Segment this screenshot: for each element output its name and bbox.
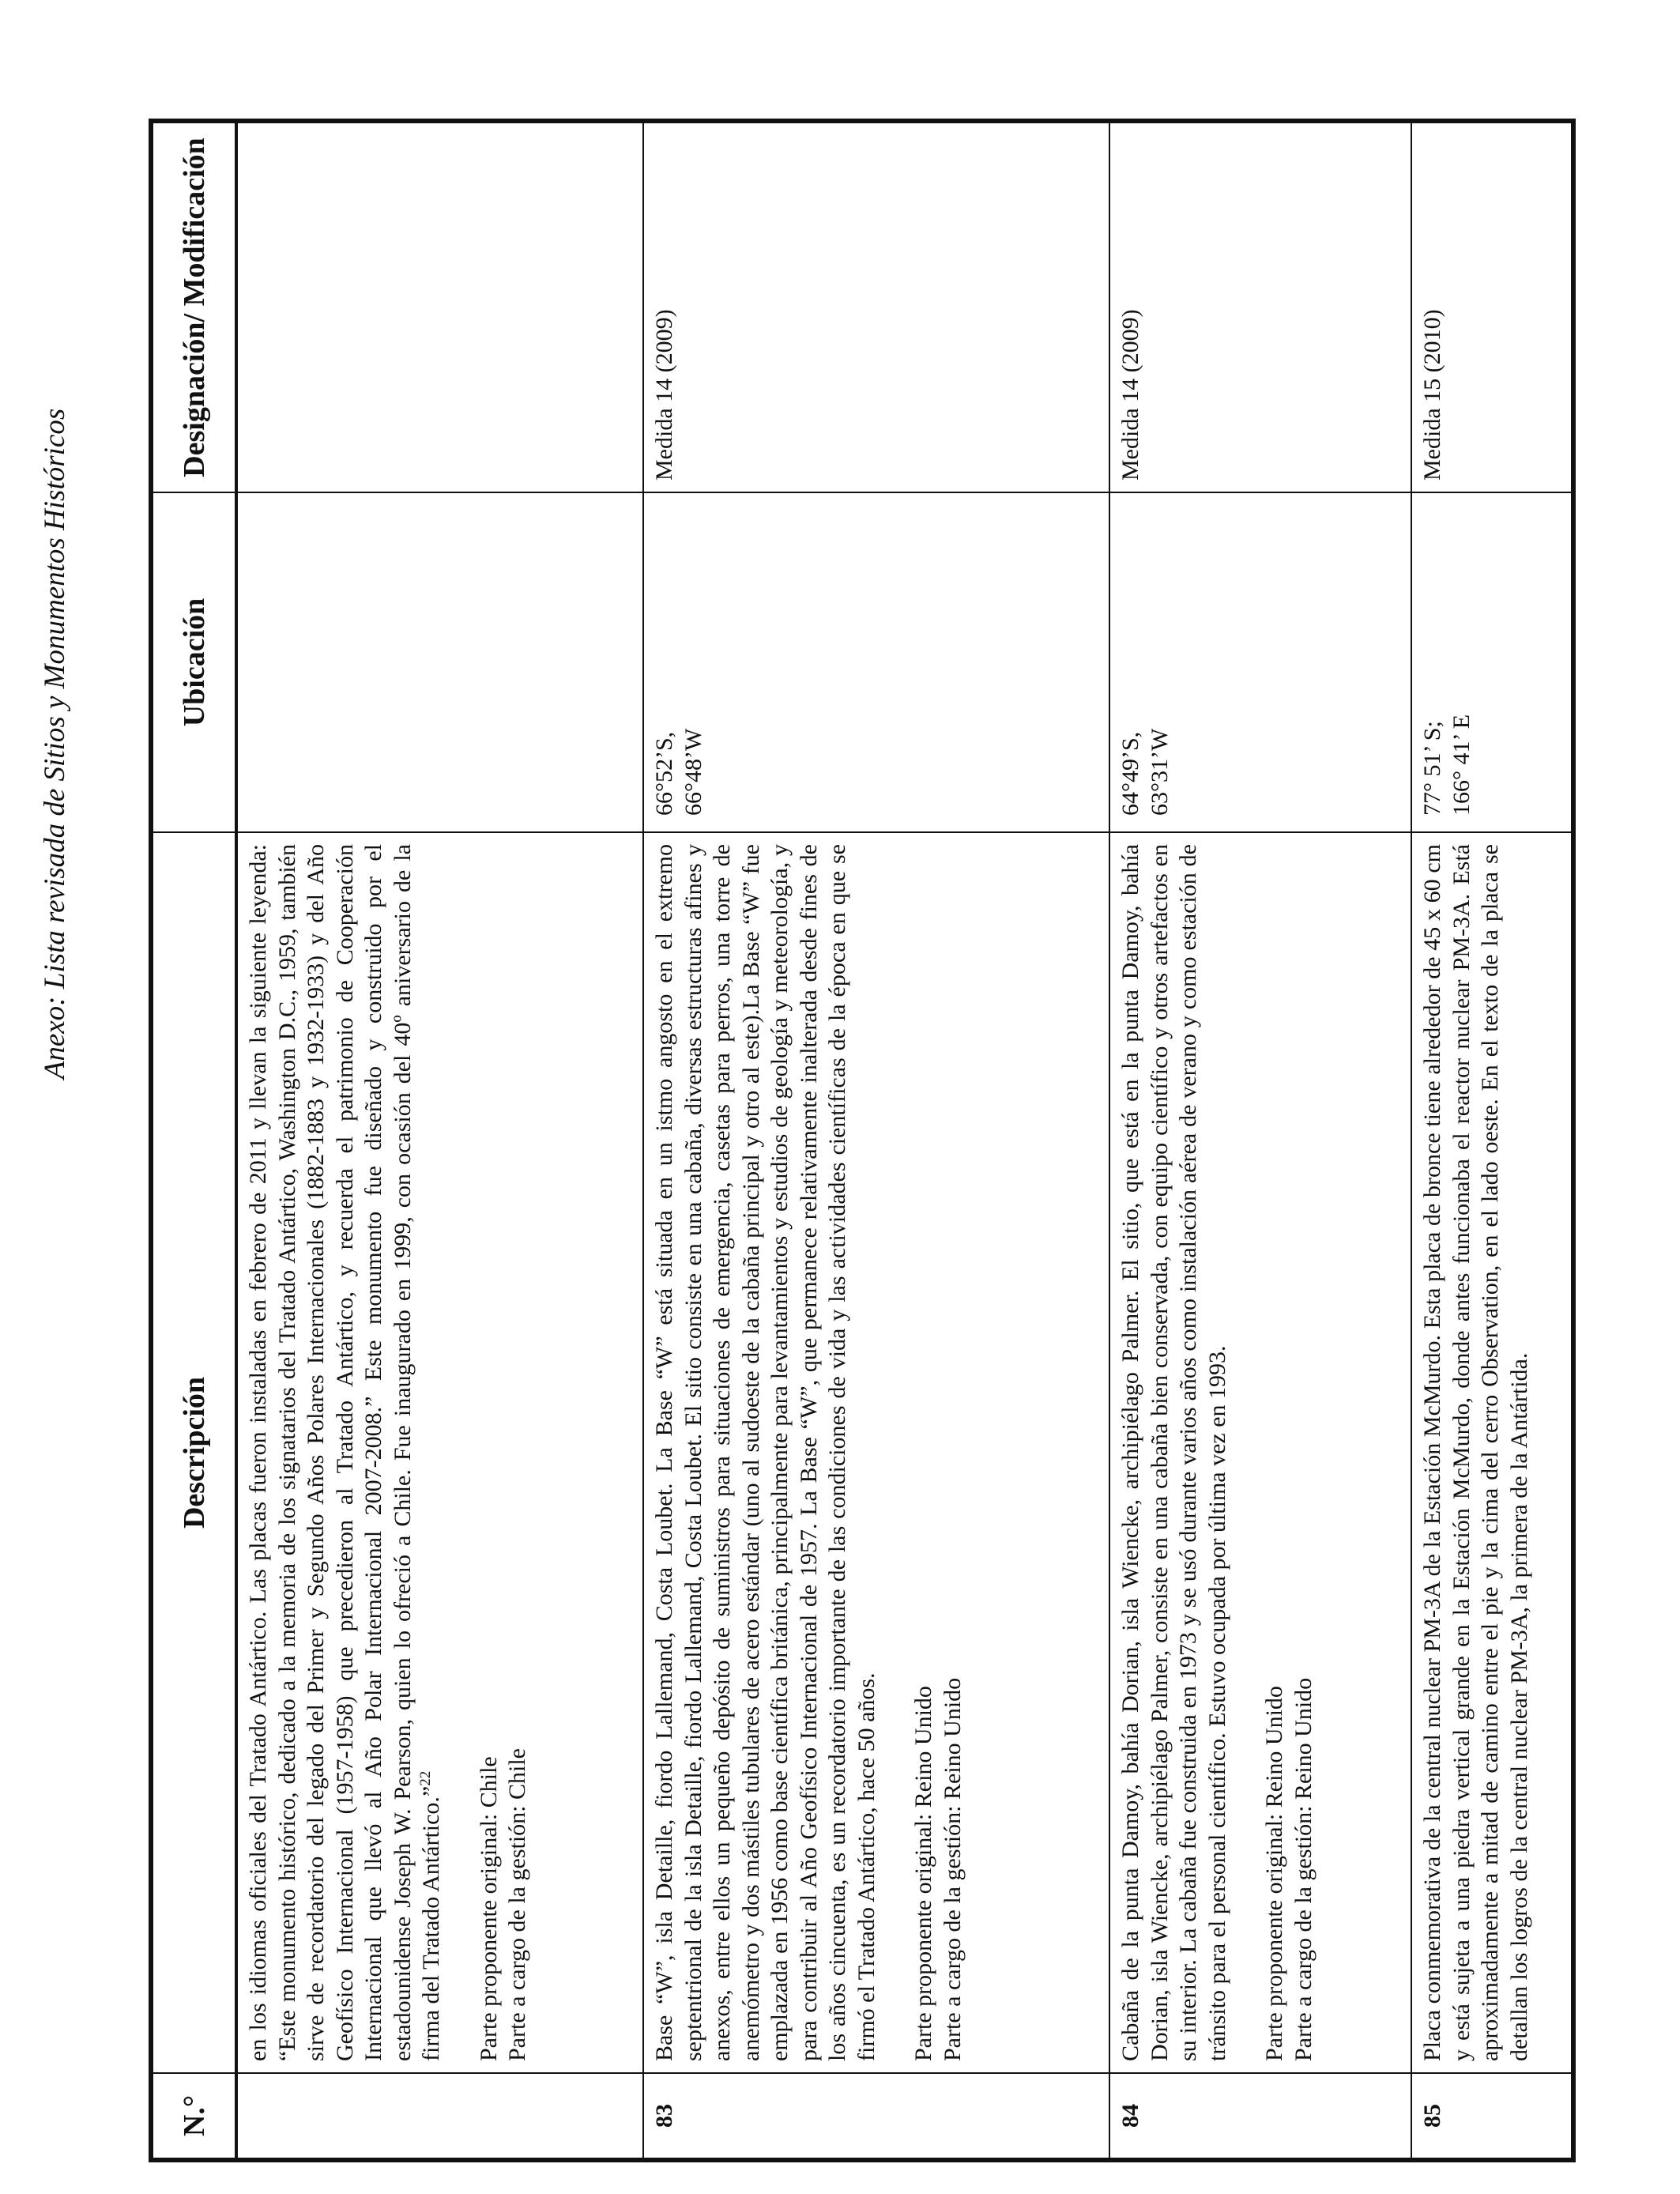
row-number: 84	[1109, 2073, 1411, 2160]
running-header: Anexo: Lista revisada de Sitios y Monumentos Históricos	[39, 408, 71, 1080]
managing-party: Parte a cargo de la gestión: Reino Unido	[1290, 1677, 1317, 2061]
row-designation: Medida 14 (2009)	[1109, 121, 1411, 492]
row-designation: Medida 15 (2010)	[1411, 121, 1573, 492]
description-text: Base “W”, isla Detaille, fiordo Lallemand, Costa Loubet. La Base “W” está situada en un istmo angosto en el extremo septentrional de la isla Detaille, fiordo Lallemand, Costa Loubet. El sitio consiste en una cabaña, diversas estructuras afines y anexos, entre ellos un pequeño depósito de suministros para situaciones de emergencia, casetas para perros, una torre de anemómetro y dos mástiles tubulares de acero estándar (uno al sudoeste de la cabaña principal y otro al este).La Base “W” fue emplazada en 1956 como base científica británica, principalmente para levantamientos y estudios de geología y meteorología, y para contribuir al Año Geofísico Internacional de 1957. La Base “W”, que permanece relativamente inalterada desde fines de los años cincuenta, es un recordatorio importante de las condiciones de vida y las actividades científicas de la época en que se firmó el Tratado Antártico, hace 50 años.	[651, 844, 880, 2061]
description-text: Placa conmemorativa de la central nuclear PM-3A de la Estación McMurdo. Esta placa de bronce tiene alrededor de 45 x 60 cm y está sujeta a una piedra vertical grande en la Estación McMurdo, donde antes funcionaba el reactor nuclear PM-3A. Está aproximadamente a mitad de camino entre el pie y la cima del cerro Observation, en el lado oeste. En el texto de la placa se detallan los logros de la central nuclear PM-3A, la primera de la Antártida.	[1419, 844, 1532, 2061]
latitude: 66°52’S,	[651, 731, 677, 816]
row-description	[1109, 832, 1411, 2073]
longitude: 63°31’W	[1146, 728, 1173, 816]
col-header-designation: Designación/ Modificación	[151, 121, 236, 492]
row-number: 85	[1411, 2073, 1573, 2160]
table-row	[236, 121, 643, 2160]
col-header-description: Descripción	[151, 832, 236, 2073]
table-row	[1109, 121, 1411, 2160]
header-row	[151, 121, 236, 2160]
row-location	[643, 492, 1109, 832]
row-designation: Medida 14 (2009)	[643, 121, 1109, 492]
row-description	[1411, 832, 1573, 2073]
latitude: 77° 51’ S;	[1419, 721, 1445, 816]
row-location	[1109, 492, 1411, 832]
col-header-location: Ubicación	[151, 492, 236, 832]
description-text: en los idiomas oficiales del Tratado Antártico. Las placas fueron instaladas en febrero de 2011 y llevan la siguiente leyenda: “Este monumento histórico, dedicado a la memoria de los signatarios del Tratado Antártico, Washington D.C., 1959, también sirve de recordatorio del legado del Primer y Segundo Años Polares Internacionales (1882-1883 y 1932-1933) y del Año Geofísico Internacional (1957-1958) que precedieron al Tratado Antártico, y recuerda el patrimonio de Cooperación Internacional que llevó al Año Polar Internacional 2007-2008.” Este monumento fue diseñado y construido por el estadounidense Joseph W. Pearson, quien lo ofreció a Chile. Fue inaugurado en 1999, con ocasión del 40º aniversario de la firma del Tratado Antártico.”	[245, 844, 444, 2061]
row-description	[236, 832, 643, 2073]
managing-party: Parte a cargo de la gestión: Chile	[504, 1748, 530, 2061]
row-designation	[236, 121, 643, 492]
footnote-ref: 22	[417, 1770, 434, 1786]
longitude: 66°48’W	[680, 728, 706, 816]
table-row	[643, 121, 1109, 2160]
original-proposer: Parte proponente original: Reino Unido	[910, 1686, 936, 2061]
original-proposer: Parte proponente original: Chile	[475, 1756, 502, 2061]
historic-sites-table	[149, 119, 1576, 2162]
original-proposer: Parte proponente original: Reino Unido	[1261, 1686, 1287, 2061]
row-description	[643, 832, 1109, 2073]
row-number: 83	[643, 2073, 1109, 2160]
row-location	[236, 492, 643, 832]
row-location	[1411, 492, 1573, 832]
table-row	[1411, 121, 1573, 2160]
description-text: Cabaña de la punta Damoy, bahía Dorian, isla Wiencke, archipiélago Palmer. El sitio, que está en la punta Damoy, bahía Dorian, isla Wiencke, archipiélago Palmer, consiste en una cabaña bien conservada, con equipo científico y otros artefactos en su interior. La cabaña fue construida en 1973 y se usó durante varios años como instalación aérea de verano y como estación de tránsito para el personal científico. Estuvo ocupada por última vez en 1993.	[1117, 844, 1230, 2061]
row-number	[236, 2073, 643, 2160]
latitude: 64°49’S,	[1117, 731, 1143, 816]
col-header-number: N.°	[151, 2073, 236, 2160]
managing-party: Parte a cargo de la gestión: Reino Unido	[939, 1677, 966, 2061]
longitude: 166° 41’ E	[1448, 714, 1475, 816]
